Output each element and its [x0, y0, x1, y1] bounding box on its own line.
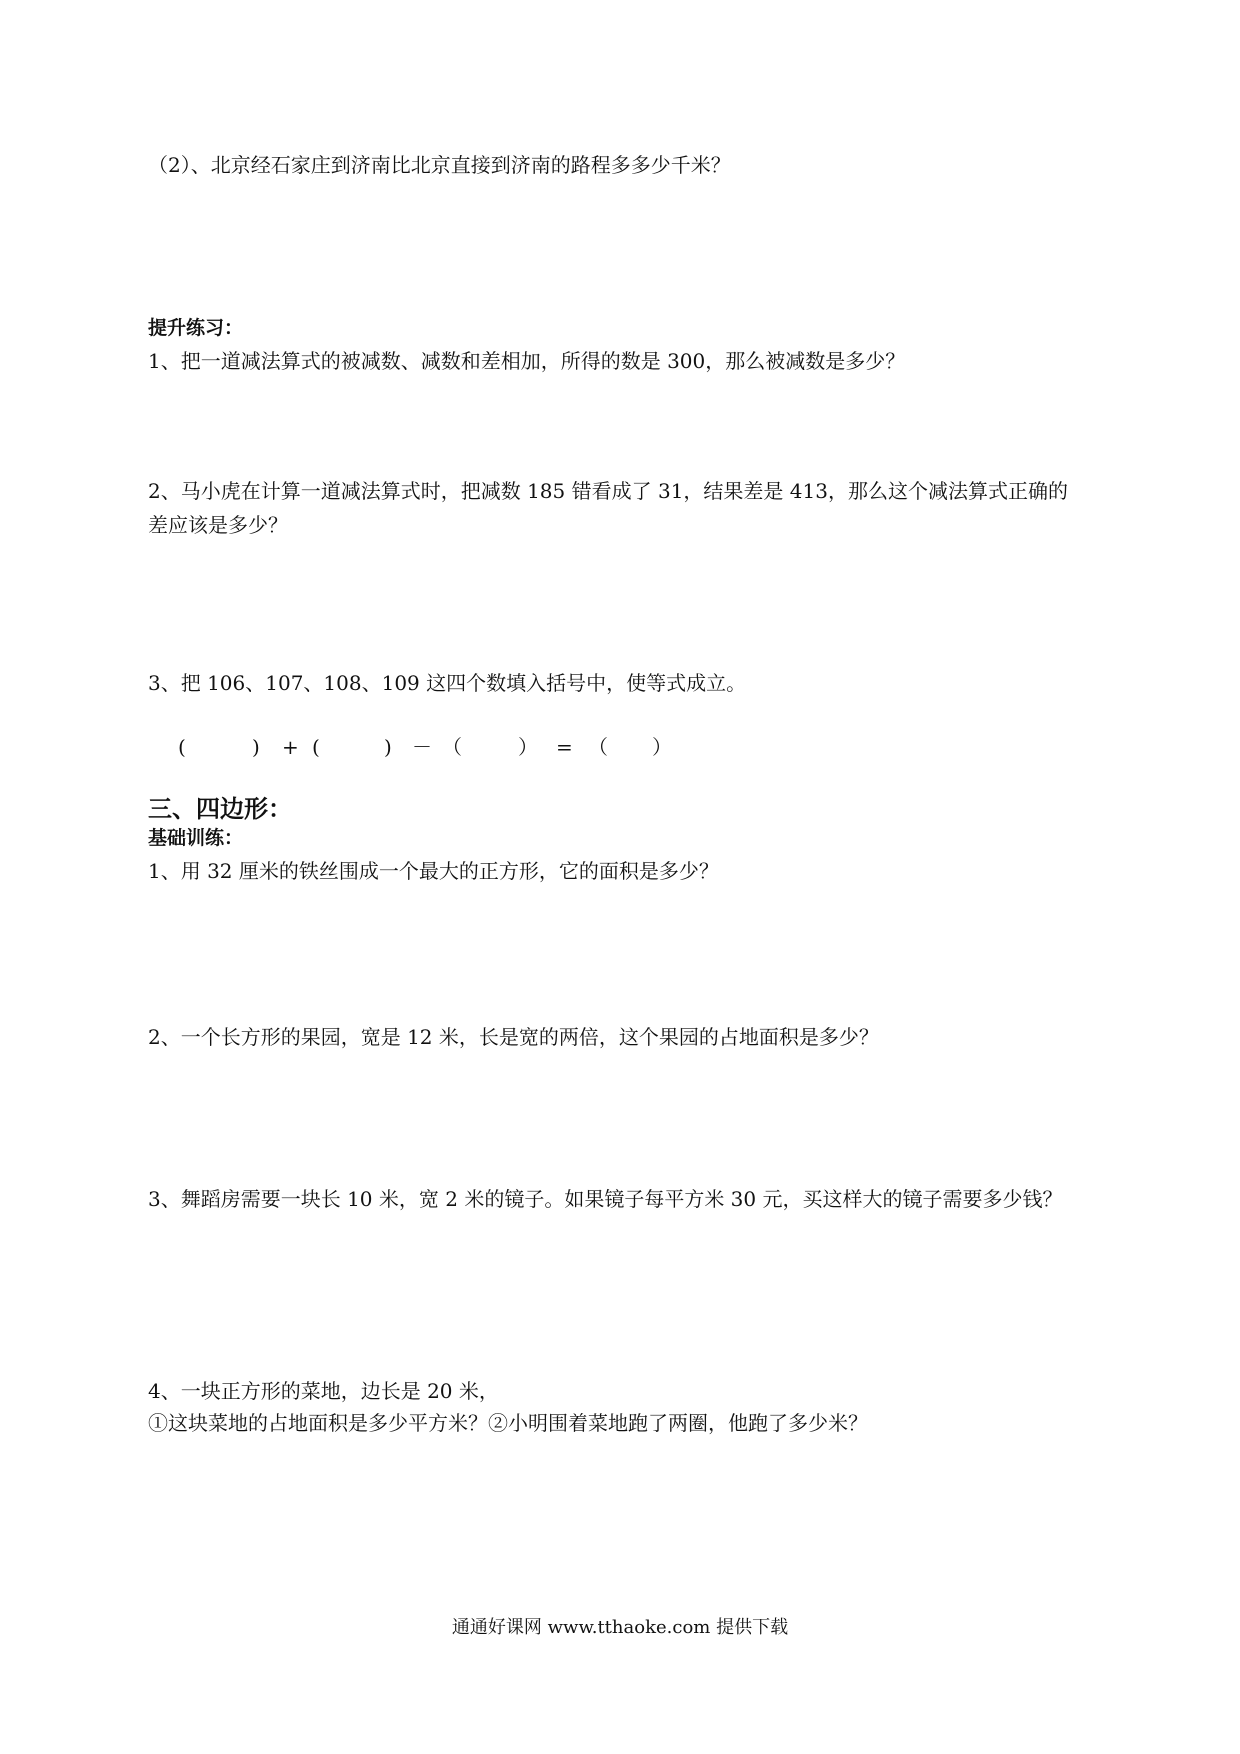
- plus-sign: +: [282, 735, 299, 759]
- basic-question-4-line-2: ①这块菜地的占地面积是多少平方米？②小明围着菜地跑了两圈，他跑了多少米？: [148, 1411, 868, 1435]
- basic-question-1: 1、用 32 厘米的铁丝围成一个最大的正方形，它的面积是多少？: [148, 859, 719, 883]
- bracket-2-close: ): [384, 735, 392, 759]
- footer-credit: 通通好课网 www.tthaoke.com 提供下载: [451, 1617, 789, 1638]
- advanced-question-1: 1、把一道减法算式的被减数、减数和差相加，所得的数是 300，那么被减数是多少？: [148, 349, 906, 373]
- basic-question-2: 2、一个长方形的果园，宽是 12 米，长是宽的两倍，这个果园的占地面积是多少？: [148, 1025, 879, 1049]
- bracket-4-close: ）: [652, 735, 672, 759]
- question-part-2: （2）、北京经石家庄到济南比北京直接到济南的路程多多少千米？: [148, 153, 731, 177]
- bracket-1-close: ): [252, 735, 260, 759]
- advanced-question-2-line-2: 差应该是多少？: [148, 513, 288, 537]
- advanced-question-2-line-1: 2、马小虎在计算一道减法算式时，把减数 185 错看成了 31，结果差是 413，那么这个减法算式正确的: [148, 479, 1068, 503]
- bracket-2-open: (: [312, 735, 320, 759]
- advanced-question-3: 3、把 106、107、108、109 这四个数填入括号中，使等式成立。: [148, 671, 747, 695]
- bracket-3-open: （: [442, 735, 462, 759]
- bracket-3-close: ）: [518, 735, 538, 759]
- bracket-4-open: （: [588, 735, 608, 759]
- equals-sign: =: [556, 735, 573, 759]
- basic-question-4-line-1: 4、一块正方形的菜地，边长是 20 米，: [148, 1379, 499, 1403]
- section-3-heading: 三、四边形：: [148, 795, 292, 823]
- advanced-practice-heading: 提升练习：: [148, 317, 244, 339]
- basic-training-heading: 基础训练：: [148, 827, 244, 849]
- basic-question-3: 3、舞蹈房需要一块长 10 米，宽 2 米的镜子。如果镜子每平方米 30 元，买这样大的镜子需要多少钱？: [148, 1187, 1063, 1211]
- minus-sign: －: [412, 735, 432, 759]
- bracket-1-open: (: [178, 735, 186, 759]
